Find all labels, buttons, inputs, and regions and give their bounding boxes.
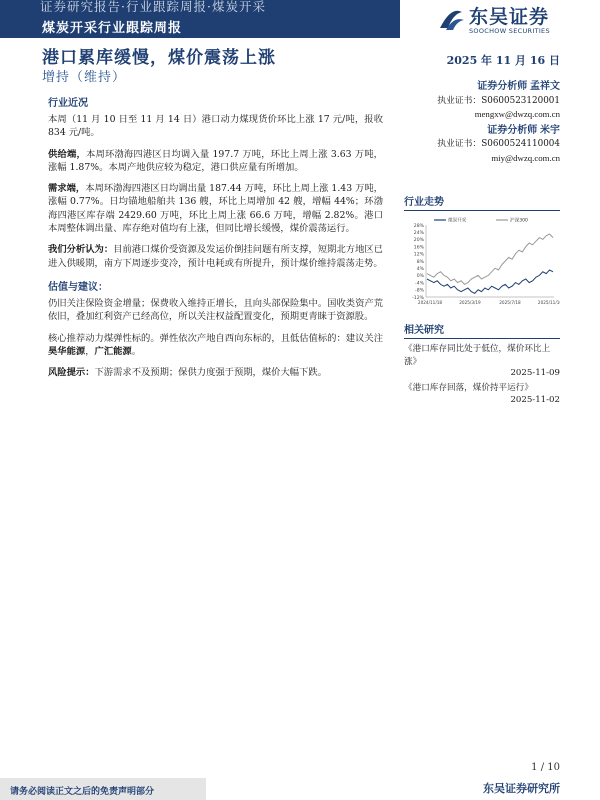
related-item-2[interactable]: 《港口库存回落，煤价持平运行》 (404, 383, 533, 393)
analyst-2-name: 米宇 (540, 124, 560, 136)
section-head-recent: 行业近况 (48, 98, 88, 109)
supply-label: 供给端， (48, 148, 86, 160)
report-title: 港口累库缓慢，煤价震荡上涨 (42, 48, 276, 68)
para-risk (48, 366, 383, 379)
disclaimer-bar (0, 778, 206, 800)
view-label: 我们分析认为： (48, 244, 114, 256)
logo-name: 东吴证券 (469, 6, 550, 28)
analyst-2-cert: 执业证书：S0600524110004 (437, 139, 560, 149)
analyst-2 (404, 124, 560, 166)
demand-label: 需求端， (48, 183, 86, 195)
para-price: 本周（11 月 10 日至 11 月 14 日）港口动力煤现货价环比上涨 17 元/吨，报收 834 元/吨。 (48, 114, 383, 139)
y-tick-label: 20% (413, 238, 424, 244)
stock-1: 昊华能源 (48, 345, 86, 357)
y-tick-label: 0% (416, 274, 424, 280)
related-head: 相关研究 (404, 321, 560, 339)
y-tick-label: 12% (413, 252, 424, 258)
legend-label-2: 沪深300 (510, 218, 528, 224)
x-tick-label: 2025/11/16 (537, 300, 560, 305)
y-tick-label: 4% (416, 267, 424, 272)
view-text: 目前港口煤价受资源及发运价倒挂问题有所支撑，短期北方地区已进入供暖期，南方下周逐步变冷，预计电耗或有所提升，预计煤价维持震荡走势。 (48, 244, 383, 269)
trend-chart-svg (404, 215, 560, 311)
x-tick-label: 2025/7/18 (499, 300, 521, 305)
risk-text: 下游需求不及预期；保供力度强于预期，煤价大幅下跌。 (94, 367, 327, 379)
y-tick-label: 16% (413, 245, 424, 251)
x-tick-label: 2025/3/19 (459, 300, 481, 305)
stock-2: 广汇能源 (94, 345, 132, 357)
x-tick-label: 2024/11/18 (417, 300, 443, 305)
risk-label: 风险提示： (48, 367, 95, 379)
trend-head: 行业走势 (404, 193, 560, 211)
v2-text: 核心推荐动力煤弹性标的。弹性依次产地自西向东标的，且低估值标的：建议关注 (48, 332, 383, 344)
logo-mark-icon (436, 4, 466, 34)
y-tick-label: 24% (413, 231, 424, 236)
disclaimer-text: 请务必阅读正文之后的免责声明部分 (10, 787, 155, 797)
series-line-2 (427, 234, 553, 284)
footer-company: 东吴证券研究所 (483, 782, 560, 795)
report-date: 2025 年 11 月 16 日 (446, 54, 560, 67)
v2-sep: ， (85, 345, 95, 357)
y-tick-label: 8% (416, 259, 424, 265)
analyst-2-email[interactable]: miy@dwzq.com.cn (491, 152, 560, 163)
main-content (48, 94, 383, 387)
logo-english: SOOCHOW SECURITIES (469, 27, 550, 35)
analyst-1-email[interactable]: mengxw@dwzq.com.cn (474, 109, 560, 119)
y-tick-label: -8% (415, 288, 424, 294)
page-number: 1 / 10 (531, 762, 560, 773)
y-tick-label: -12% (412, 295, 424, 301)
section-head-valuation: 估值与建议： (48, 281, 108, 293)
rating: 增持（维持） (42, 70, 127, 85)
demand-text: 本周环渤海四港区日均调出量 187.44 万吨，环比上周上涨 1.43 万吨，涨幅 0.77%。日均锚地船舶共 136 艘，环比上周增加 42 艘，增幅 44%；环渤海四港区库存端 2429.60 万吨，环比上周上涨 66.6 万吨，增幅 2.82%。港口本周整体调出量、库存绝对值均有上涨，但同比增长缓慢，煤价震荡运行。 (48, 183, 383, 235)
header-bar (0, 0, 400, 38)
related-date-2: 2025-11-02 (510, 394, 560, 405)
related-item-1[interactable]: 《港口库存同比处于低位，煤价环比上涨》 (404, 344, 551, 367)
para-valuation-1: 仍旧关注保险资金增量；保费收入维持正增长，且向头部保险集中。国收类资产荒依旧，叠加红利资产已经高位，所以关注权益配置变化，预期更青睐于资源股。 (48, 297, 383, 323)
company-logo (436, 2, 576, 38)
trend-chart (404, 215, 560, 311)
y-tick-label: 28% (413, 223, 424, 229)
para-demand (48, 182, 383, 235)
analyst-1 (404, 80, 560, 122)
y-tick-label: -4% (415, 281, 424, 287)
report-series: 煤炭开采行业跟踪周报 (42, 21, 183, 36)
analyst-1-name: 孟祥文 (530, 81, 560, 92)
legend-label-1: 煤炭开采 (448, 218, 467, 224)
supply-text: 本周环渤海四港区日均调入量 197.7 万吨，环比上周上涨 3.63 万吨，涨幅 1.87%。本周产地供应较为稳定，港口供应量有所增加。 (48, 148, 383, 173)
analyst-2-role: 证券分析师 (487, 124, 538, 136)
breadcrumb: 证券研究报告·行业跟踪周报·煤炭开采 (40, 0, 266, 14)
related-date-1: 2025-11-09 (510, 368, 560, 378)
para-valuation-2 (48, 332, 383, 359)
sidebar (404, 80, 560, 405)
v2-end: 。 (131, 345, 142, 357)
para-supply (48, 148, 383, 175)
analyst-1-role: 证券分析师 (477, 81, 528, 92)
analyst-1-cert: 执业证书：S0600523120001 (437, 95, 560, 106)
para-view (48, 243, 383, 270)
